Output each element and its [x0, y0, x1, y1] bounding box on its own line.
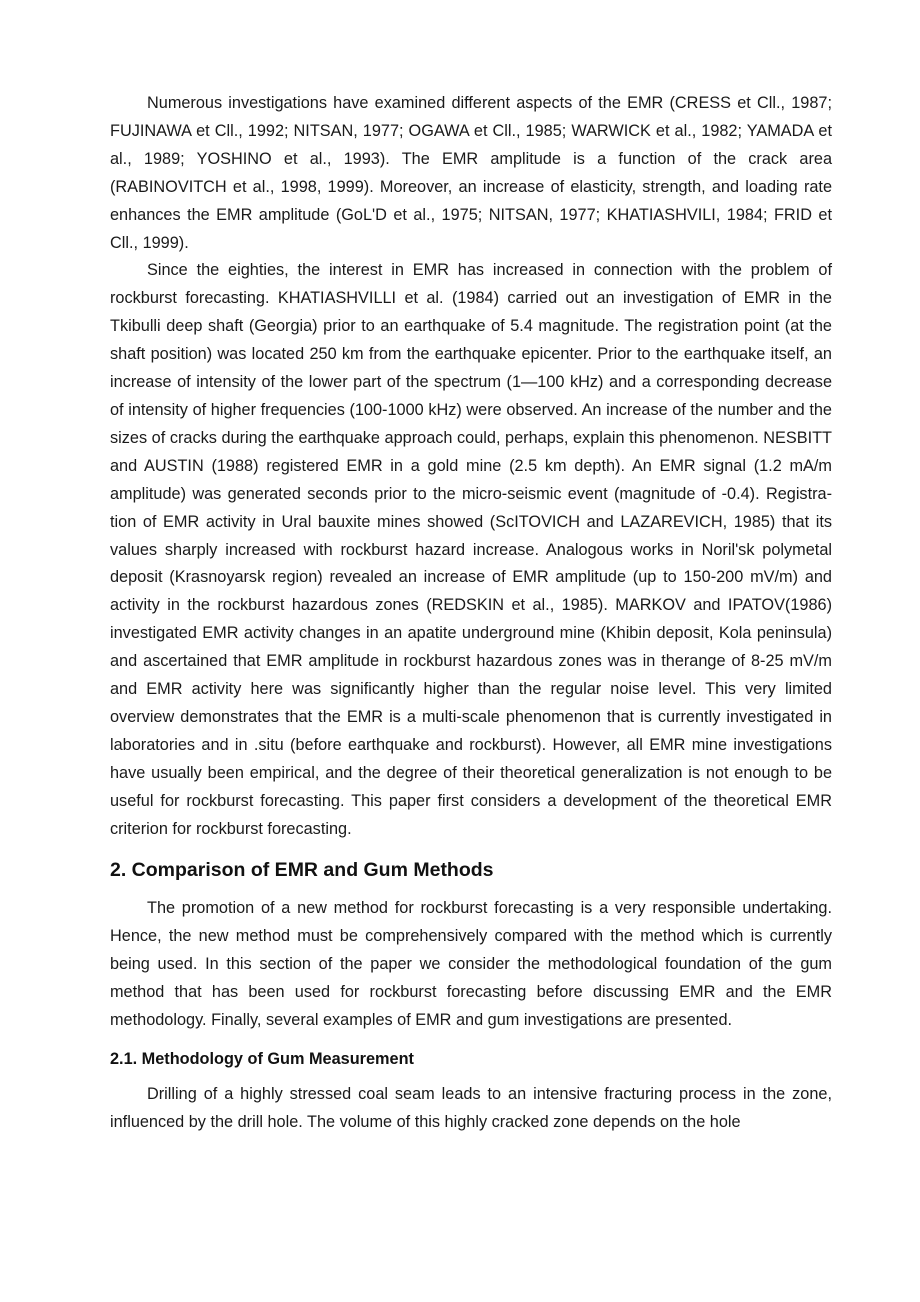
subsection-paragraph: Drilling of a highly stressed coal seam leads to an intensive fracturing process in the zone, influenced by the drill hole. The volume of this highly cracked zone depends on the hole	[110, 1085, 832, 1131]
intro-paragraph-1: Numerous investigations have examined different aspects of the EMR (CRESS et Cll., 1987; FUJINAWA et Cll., 1992; NITSAN, 1977; OGAWA et Cll., 1985; WARWICK et al., 1982; YAMADA et al., 1989; YOSHINO et al., 1993). The EMR amplitude is a function of the crack area (RABINOVITCH et al., 1998, 1999). Moreover, an increase of elasticity, strength, and loading rate enhances the EMR amplitude (GoL'D et al., 1975; NITSAN, 1977; KHATIASHVILI, 1984; FRID et Cll., 1999).	[110, 94, 832, 252]
section-paragraph: The promotion of a new method for rockburst forecasting is a very responsible undertaking. Hence, the new method must be comprehensively compared with the method which is currently being used. In this section of the paper we consider the methodological foundation of the gum method that has been used for rockburst forecasting before discussing EMR and the EMR methodology. Finally, several examples of EMR and gum investigations are presented.	[110, 899, 832, 1030]
intro-paragraph-2: Since the eighties, the interest in EMR has increased in connection with the problem of rockburst forecasting. KHATIASHVILLI et al. (1984) carried out an investigation of EMR in the Tkibulli deep shaft (Georgia) prior to an earthquake of 5.4 magnitude. The registration point (at the shaft position) was located 250 km from the earthquake epicenter. Prior to the earthquake itself, an increase of intensity of the lower part of the spectrum (1—100 kHz) and a corresponding decrease of intensity of higher frequencies (100-1000 kHz) were observed. An increase of the number and the sizes of cracks during the earthquake approach could, perhaps, explain this phenomenon. NESBITT and AUSTIN (1988) registered EMR in a gold mine (2.5 km depth). An EMR signal (1.2 mA/m amplitude) was generated seconds prior to the micro-seismic event (magnitude of -0.4). Registra-tion of EMR activity in Ural bauxite mines showed (ScITOVICH and LAZAREVICH, 1985) that its values sharply increased with rockburst hazard increase. Analogous works in Noril'sk polymetal deposit (Krasnoyarsk region) revealed an increase of EMR amplitude (up to 150-200 mV/m) and activity in the rockburst hazardous zones (REDSKIN et al., 1985). MARKOV and IPATOV(1986) investigated EMR activity changes in an apatite underground mine (Khibin deposit, Kola peninsula) and ascertained that EMR amplitude in rockburst hazardous zones was in therange of 8-25 mV/m and EMR activity here was significantly higher than the regular noise level. This very limited overview demonstrates that the EMR is a multi-scale phenomenon that is currently investigated in laboratories and in .situ (before earthquake and rockburst). However, all EMR mine investigations have usually been empirical, and the degree of their theoretical generalization is not enough to be useful for rockburst forecasting. This paper first considers a development of the theoretical EMR criterion for rockburst forecasting.	[110, 261, 832, 838]
document-page	[110, 90, 832, 1137]
subsection-heading: 2.1. Methodology of Gum Measurement	[110, 1050, 414, 1068]
section-heading: 2. Comparison of EMR and Gum Methods	[110, 859, 494, 882]
